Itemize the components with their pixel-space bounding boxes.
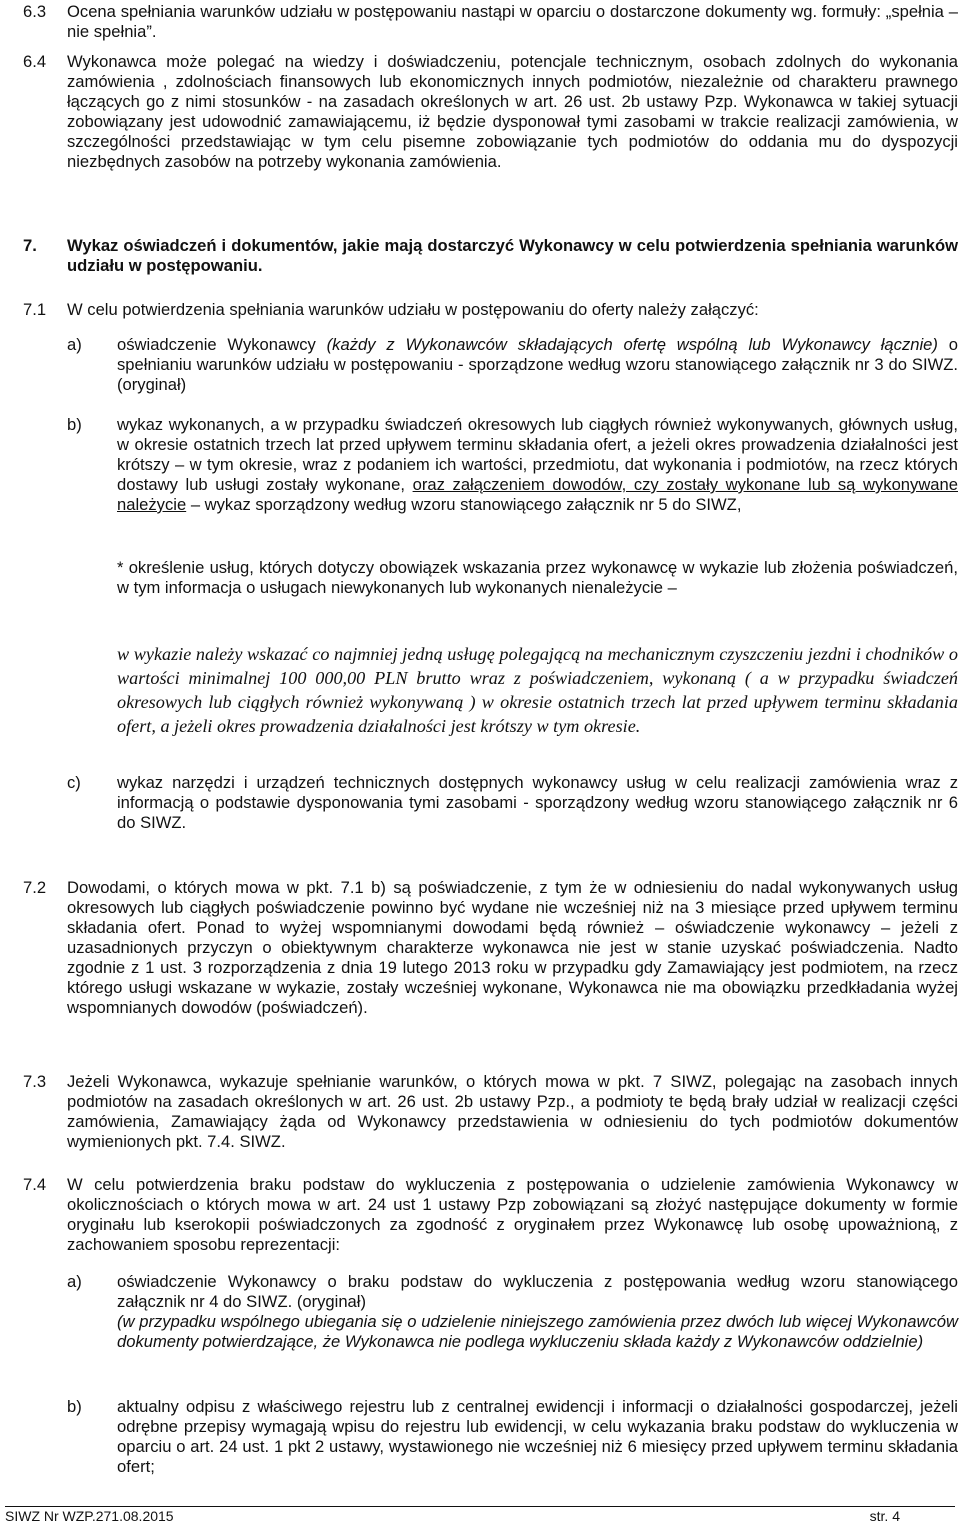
section-heading-text: Wykaz oświadczeń i dokumentów, jakie mają dostarczyć Wykonawcy w celu potwierdzenia spełniania warunków udziału w postępowaniu. [67, 236, 958, 275]
footer-page-number: str. 4 [869, 1508, 900, 1524]
item-text [117, 415, 958, 515]
item-7-1-b [67, 415, 958, 515]
section-6-3 [23, 2, 958, 42]
section-text: Ocena spełniania warunków udziału w postępowaniu nastąpi w oparciu o dostarczone dokumenty wg. formuły: „spełnia – nie spełnia”. [67, 2, 958, 41]
text-part-underlined: oraz załączeniem dowodów, czy zostały wykonane lub są wykonywane należycie [117, 475, 958, 514]
text-part: oświadczenie Wykonawcy o braku podstaw do wykluczenia z postępowania według wzoru stanowiącego załącznik nr 4 do SIWZ. (oryginał) [117, 1272, 958, 1311]
text-part: oświadczenie Wykonawcy [117, 335, 316, 354]
section-7-heading [23, 236, 958, 276]
item-text: aktualny odpisu z właściwego rejestru lub z centralnej ewidencji i informacji o działalności gospodarczej, jeżeli odrębne przepisy wymagają wpisu do rejestru lub ewidencji, w celu wykazania braku podstaw do wykluczenia w oparciu o art. 24 ust. 1 pkt 2 ustawy, wystawionego nie wcześniej niż 6 miesięcy przed upływem terminu składania ofert; [117, 1397, 958, 1476]
page-footer [5, 1506, 955, 1525]
item-7-4-b [67, 1397, 958, 1477]
text-part: Wykonawca w takiej sytuacji zobowiązany jest udowodnić zamawiającemu, iż będzie dysponował tymi zasobami w trakcie realizacji zamówienia, w szczególności przedstawiając w tym celu pisemne zobowiązanie tych podmiotów do oddania mu do dyspozycji niezbędnych zasobów na potrzeby wykonania zamówienia. [67, 92, 958, 171]
item-label: c) [67, 773, 81, 792]
text-part: – wykaz sporządzony według wzoru stanowiącego załącznik nr 5 do SIWZ, [190, 495, 742, 514]
note-requirement: w wykazie należy wskazać co najmniej jedną usługę polegającą na mechanicznym czyszczeniu jezdni i chodników o wartości minimalnej 100 000,00 PLN brutto wraz z poświadczeniem, wykonaną ( a w przypadku świadczeń okresowych lub ciągłych również wykonywaną ) w okresie ostatnich trzech lat przed upływem terminu składania ofert, a jeżeli okres prowadzenia działalności jest krótszy w tym okresie. [117, 644, 958, 736]
section-text [67, 52, 958, 172]
section-number: 7.3 [23, 1072, 47, 1091]
section-number: 7.2 [23, 878, 47, 897]
text-part-italic: (każdy z Wykonawców składających ofertę wspólną lub Wykonawcy łącznie) [326, 335, 938, 354]
item-label: a) [67, 335, 82, 354]
item-7-1-a [67, 335, 958, 395]
note-services: * określenie usług, których dotyczy obowiązek wskazania przez wykonawcę w wykazie lub złożenia poświadczeń, w tym informacja o usługach niewykonanych lub wykonanych nienależycie – [117, 558, 958, 597]
item-text [117, 1272, 958, 1352]
section-7-1 [23, 300, 958, 320]
section-7-2 [23, 878, 958, 1018]
section-text: W celu potwierdzenia spełniania warunków udziału w postępowaniu do oferty należy załączyć: [67, 300, 759, 319]
text-part-italic: (w przypadku wspólnego ubiegania się o udzielenie niniejszego zamówienia przez dwóch lub więcej Wykonawców dokumenty potwierdzające, że Wykonawca nie podlega wykluczeniu składa każdy z Wykonawców oddzielnie) [117, 1312, 958, 1351]
item-label: a) [67, 1272, 82, 1291]
item-7-4-a [67, 1272, 958, 1352]
section-number: 6.3 [23, 2, 47, 21]
section-number: 7. [23, 236, 37, 255]
section-6-4 [23, 52, 958, 172]
item-text: wykaz narzędzi i urządzeń technicznych dostępnych wykonawcy usług w celu realizacji zamówienia wraz z informacją o podstawie dysponowania tymi zasobami - sporządzony według wzoru stanowiącego załącznik nr 6 do SIWZ. [117, 773, 958, 832]
item-text [117, 335, 958, 395]
text-part: wykaz wykonanych, a w przypadku świadczeń okresowych lub ciągłych również wykonywanych, głównych usług, w okresie ostatnich trzech lat przed upływem terminu składania ofert, a jeżeli okres prowadzenia działalności jest krótszy – w tym okresie, wraz z podaniem ich wartości, przedmiotu, dat wykonania i podmiotów, na rzecz których dostawy lub usługi zostały wykonane, [117, 415, 958, 494]
item-7-1-c [67, 773, 958, 833]
section-number: 7.4 [23, 1175, 47, 1194]
section-text: W celu potwierdzenia braku podstaw do wykluczenia z postępowania o udzielenie zamówienia Wykonawcy w okolicznościach o których mowa w art. 24 ust 1 ustawy Pzp zobowiązani są złożyć następujące dokumenty w formie oryginału lub kserokopii poświadczonych za zgodność z oryginałem przez Wykonawcę lub osobę upoważnioną, z zachowaniem sposobu reprezentacji: [67, 1175, 958, 1254]
text-part: o spełnianiu warunków udziału w postępowaniu - sporządzone według wzoru stanowiącego załącznik nr 3 do SIWZ. (oryginał) [117, 335, 958, 394]
section-text: Dowodami, o których mowa w pkt. 7.1 b) są poświadczenie, z tym że w odniesieniu do nadal wykonywanych usług okresowych lub ciągłych poświadczenie powinno być wydane nie wcześniej niż na 3 miesiące przed upływem terminu składania ofert. Ponad to wyżej wspomnianymi dowodami będą również – oświadczenie wykonawcy – jeżeli z uzasadnionych przyczyn o obiektywnym charakterze wykonawca nie jest w stanie uzyskać poświadczenia. Nadto zgodnie z 1 ust. 3 rozporządzenia z dnia 19 lutego 2013 roku w przypadku gdy Zamawiający jest podmiotem, na rzecz którego usługi wskazane w wykazie, zostały wcześniej wykonane, Wykonawca nie ma obowiązku przedkładania wyżej wspomnianych dowodów (poświadczeń). [67, 878, 958, 1017]
text-part: Wykonawca może polegać na wiedzy i doświadczeniu, potencjale technicznym, osobach zdolnych do wykonania zamówienia , zdolnościach finansowych lub ekonomicznych innych podmiotów, niezależnie od charakteru prawnego łączących go z nimi stosunków - na zasadach określonych w art. 26 ust. 2b ustawy Pzp. [67, 52, 958, 111]
section-number: 6.4 [23, 52, 47, 71]
footer-document-id: SIWZ Nr WZP.271.08.2015 [5, 1508, 174, 1524]
section-text: Jeżeli Wykonawca, wykazuje spełnianie warunków, o których mowa w pkt. 7 SIWZ, polegając na zasobach innych podmiotów na zasadach określonych w art. 26 ust. 2b ustawy Pzp., a podmioty te będą brały udział w realizacji części zamówienia, Zamawiający żąda od Wykonawcy przedstawienia w odniesieniu do tych podmiotów dokumentów wymienionych pkt. 7.4. SIWZ. [67, 1072, 958, 1151]
section-number: 7.1 [23, 300, 47, 319]
section-7-4 [23, 1175, 958, 1255]
item-label: b) [67, 415, 82, 434]
section-7-3 [23, 1072, 958, 1152]
item-label: b) [67, 1397, 82, 1416]
